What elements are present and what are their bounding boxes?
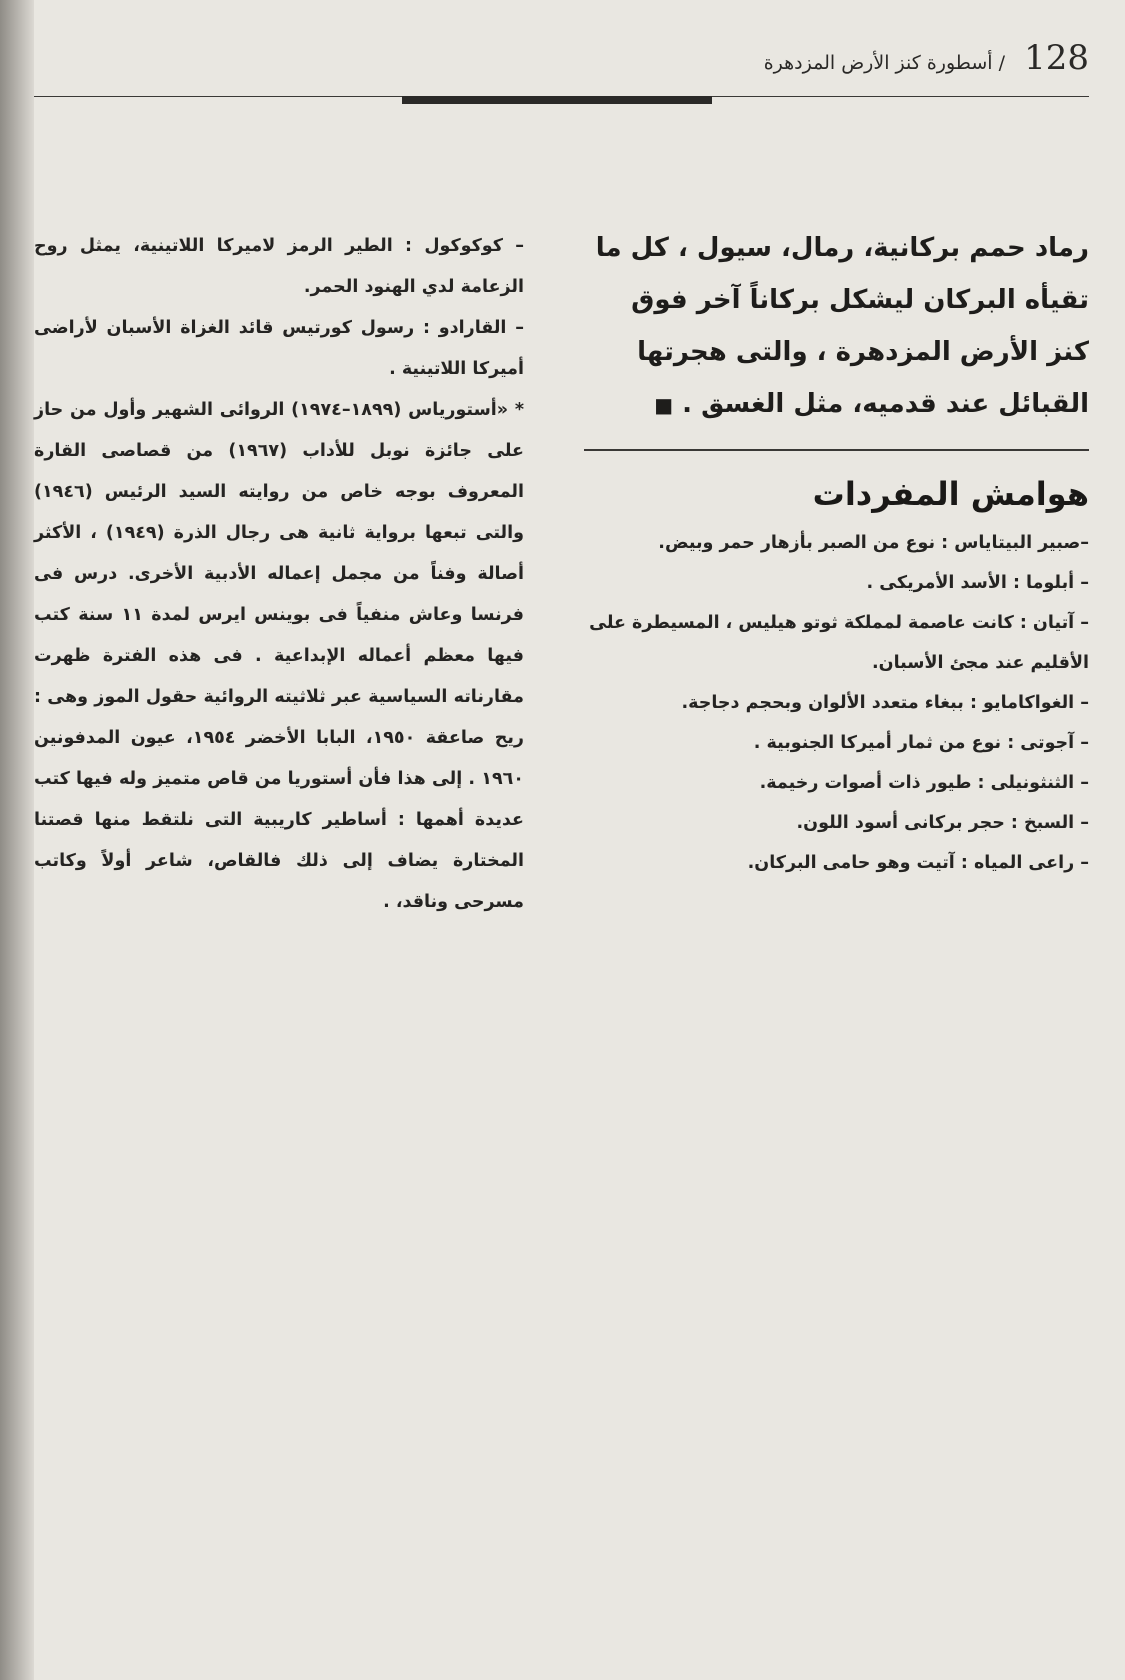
glossary-item: – الثنثونيلى : طيور ذات أصوات رخيمة.: [759, 773, 1089, 793]
closing-paragraph: [584, 222, 1089, 431]
running-title-text: أسطورة كنز الأرض المزدهرة: [763, 52, 993, 74]
page-number: 128: [1024, 38, 1089, 78]
glossary-item: – راعى المياه : آتيت وهو حامى البركان.: [747, 853, 1089, 873]
section-divider: [584, 449, 1089, 451]
glossary-item: – آتيان : كانت عاصمة لمملكة ثوتو هيليس ، المسيطرة على الأقليم عند مجئ الأسبان.: [589, 613, 1089, 673]
glossary-item: –صبير البيتاياس : نوع من الصبر بأزهار حمر وبيض.: [658, 533, 1089, 553]
glossary-item: – الغواكامايو : ببغاء متعدد الألوان وبحجم دجاجة.: [681, 693, 1089, 713]
page-header: [34, 38, 1089, 88]
running-title: [764, 52, 1005, 74]
glossary-list: [584, 523, 1089, 883]
glossary-heading: هوامش المفردات: [812, 475, 1089, 513]
glossary-item: – آجوتى : نوع من ثمار أميركا الجنوبية .: [753, 733, 1089, 753]
note-paragraph: – القارادو : رسول كورتيس قائد الغزاة الأسبان لأراضى أميركا اللاتينية .: [34, 318, 524, 379]
glossary-item: – أبلوما : الأسد الأمريكى .: [866, 573, 1089, 593]
book-page: [34, 0, 1125, 1680]
header-separator: /: [998, 52, 1005, 74]
closing-paragraph-text: رماد حمم بركانية، رمال، سيول ، كل ما تقيأه البركان ليشكل بركاناً آخر فوق كنز الأرض المزدهرة ، والتى هجرتها القبائل عند قدميه، مثل الغسق .: [595, 233, 1089, 419]
glossary-item: – السبخ : حجر بركانى أسود اللون.: [796, 813, 1089, 833]
book-spine-shadow: [0, 0, 34, 1680]
right-column: [584, 222, 1089, 883]
end-of-story-mark: ■: [654, 393, 674, 417]
note-paragraph: – كوكوكول : الطير الرمز لاميركا اللاتينية، يمثل روح الزعامة لدي الهنود الحمر.: [34, 236, 524, 297]
left-column: [34, 226, 524, 923]
header-accent-bar: [402, 96, 712, 104]
author-biography-note: * «أستورياس (١٨٩٩–١٩٧٤) الروائى الشهير وأول من حاز على جائزة نوبل للأداب (١٩٦٧) من قصاصى القارة المعروف بوجه خاص من روايته السيد الرئيس (١٩٤٦) والتى تبعها برواية ثانية هى رجال الذرة (١٩٤٩) ، الأكثر أصالة وفناً من مجمل إعماله الأدبية الأخرى. درس فى فرنسا وعاش منفياً فى بوينس ايرس لمدة ١١ سنة كتب فيها معظم أعماله الإبداعية . فى هذه الفترة ظهرت مقارناته السياسية عبر ثلاثيته الروائية حقول الموز وهى : ريح صاعقة ١٩٥٠، البابا الأخضر ١٩٥٤، عيون المدفونين ١٩٦٠ . إلى هذا فأن أستوريا من قاص متميز وله فيها كتب عديدة أهمها : أساطير كاريبية التى نلتقط منها قصتنا المختارة يضاف إلى ذلك فالقاص، شاعر أولاً وكاتب مسرحى وناقد، .: [34, 400, 525, 912]
